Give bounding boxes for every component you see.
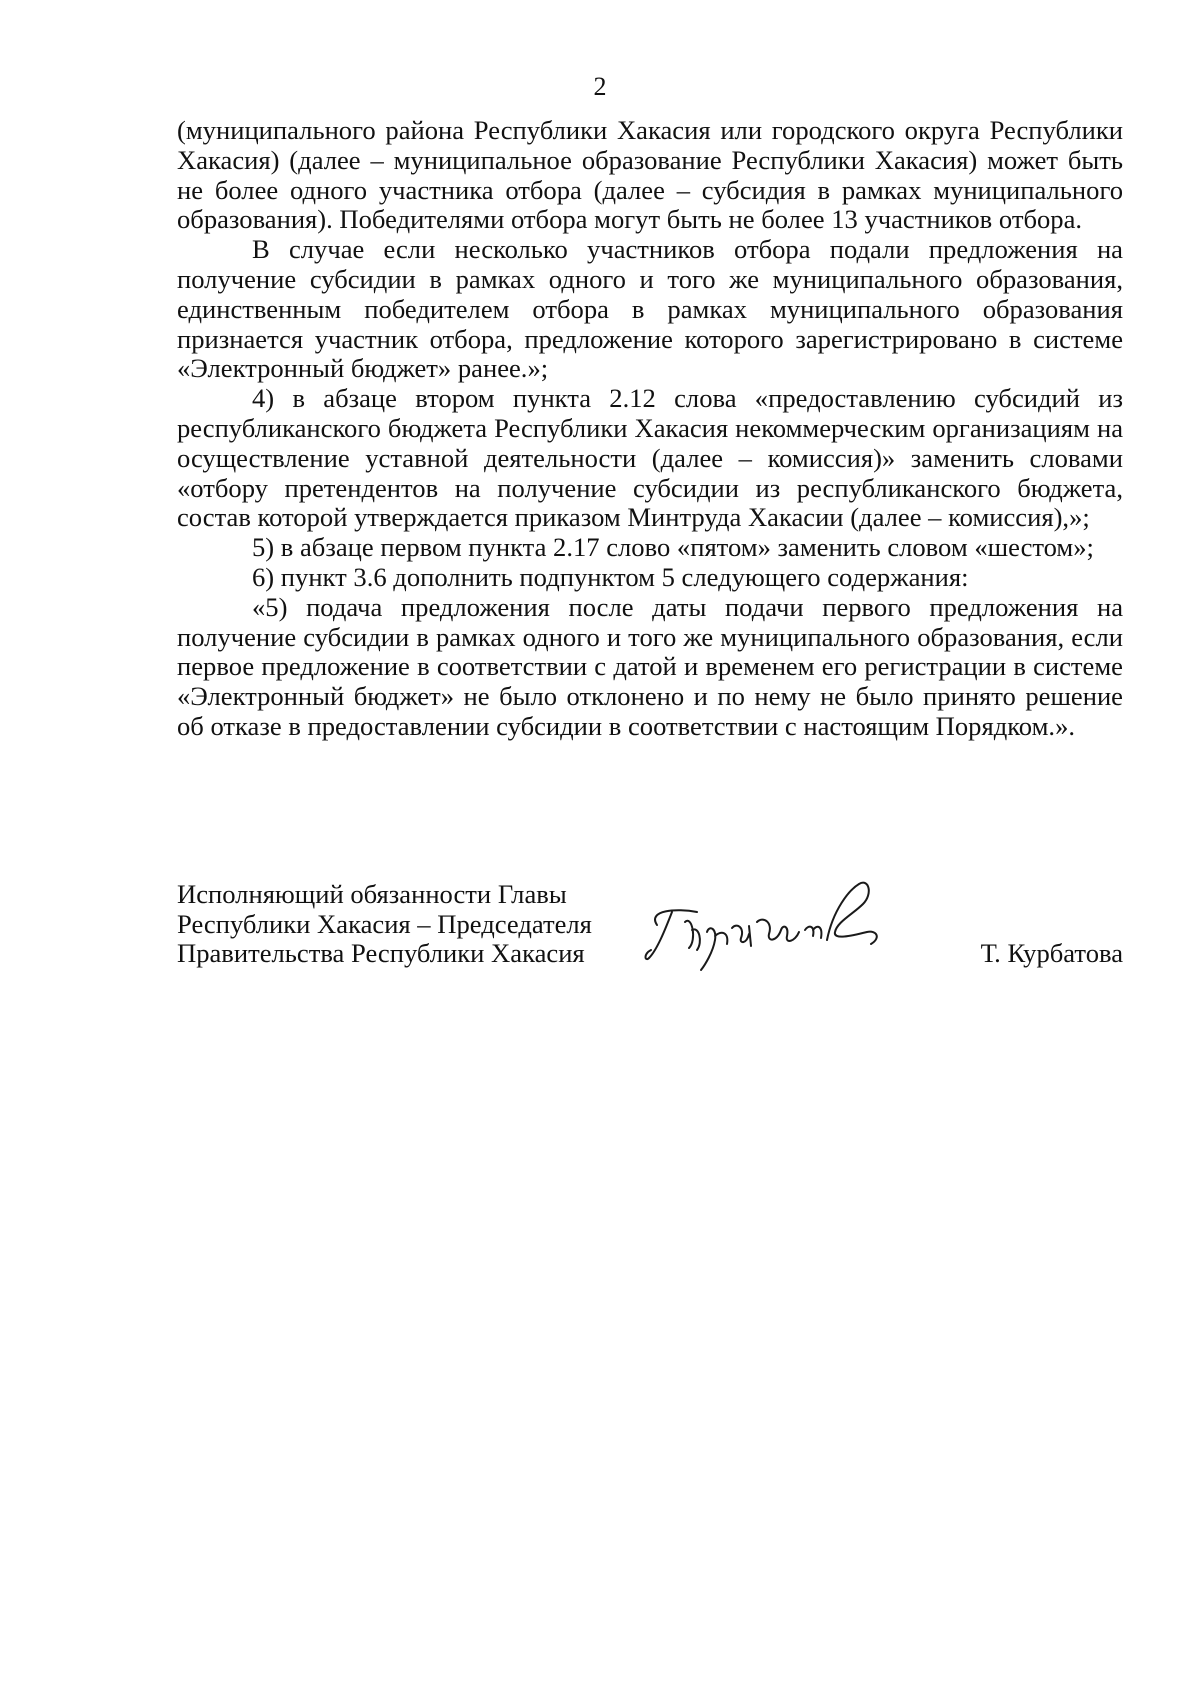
page-number: 2 <box>593 72 607 101</box>
signer-name: Т. Курбатова <box>980 938 1123 968</box>
signer-title-line: Правительства Республики Хакасия <box>177 938 585 968</box>
paragraph-subpoint-5: «5) подача предложения после даты подачи первого предложения на получение субсидии в рамках одного и того же муниципального образования, если первое предложение в соответствии с датой и временем его регистрации в системе «Электронный бюджет» не было отклонено и по нему не было принято решение об отказе в предоставлении субсидии в соответствии с настоящим Порядком.». <box>177 591 1123 741</box>
signature-block <box>177 880 1123 990</box>
paragraph-amendment-5: 5) в абзаце первом пункта 2.17 слово «пятом» заменить словом «шестом»; <box>252 532 1094 563</box>
signer-title-line: Исполняющий обязанности Главы <box>177 879 567 909</box>
signer-title-line: Республики Хакасия – Председателя <box>177 908 592 939</box>
handwritten-signature <box>637 870 897 980</box>
paragraph-continuation: (муниципального района Республики Хакасия или городского округа Республики Хакасия) (далее – муниципальное образование Республики Хакасия) может быть не более одного участника отбора (далее – субсидия в рамках муниципального образования). Победителями отбора могут быть не более 13 участников отбора. <box>177 115 1123 235</box>
document-body <box>177 116 1123 742</box>
paragraph-single-winner-rule: В случае если несколько участников отбора подали предложения на получение субсидии в рамках одного и того же муниципального образования, единственным победителем отбора в рамках муниципального образования признается участник отбора, предложение которого зарегистрировано в системе «Электронный бюджет» ранее.»; <box>177 234 1123 384</box>
signer-title <box>177 880 607 969</box>
paragraph-amendment-4: 4) в абзаце втором пункта 2.12 слова «предоставлению субсидий из республиканского бюджета Республики Хакасия некоммерческим организациям на осуществление уставной деятельности (далее – комиссия)» заменить словами «отбору претендентов на получение субсидии из республиканского бюджета, состав которой утверждается приказом Минтруда Хакасии (далее – комиссия),»; <box>177 383 1123 533</box>
paragraph-amendment-6: 6) пункт 3.6 дополнить подпунктом 5 следующего содержания: <box>252 561 969 592</box>
